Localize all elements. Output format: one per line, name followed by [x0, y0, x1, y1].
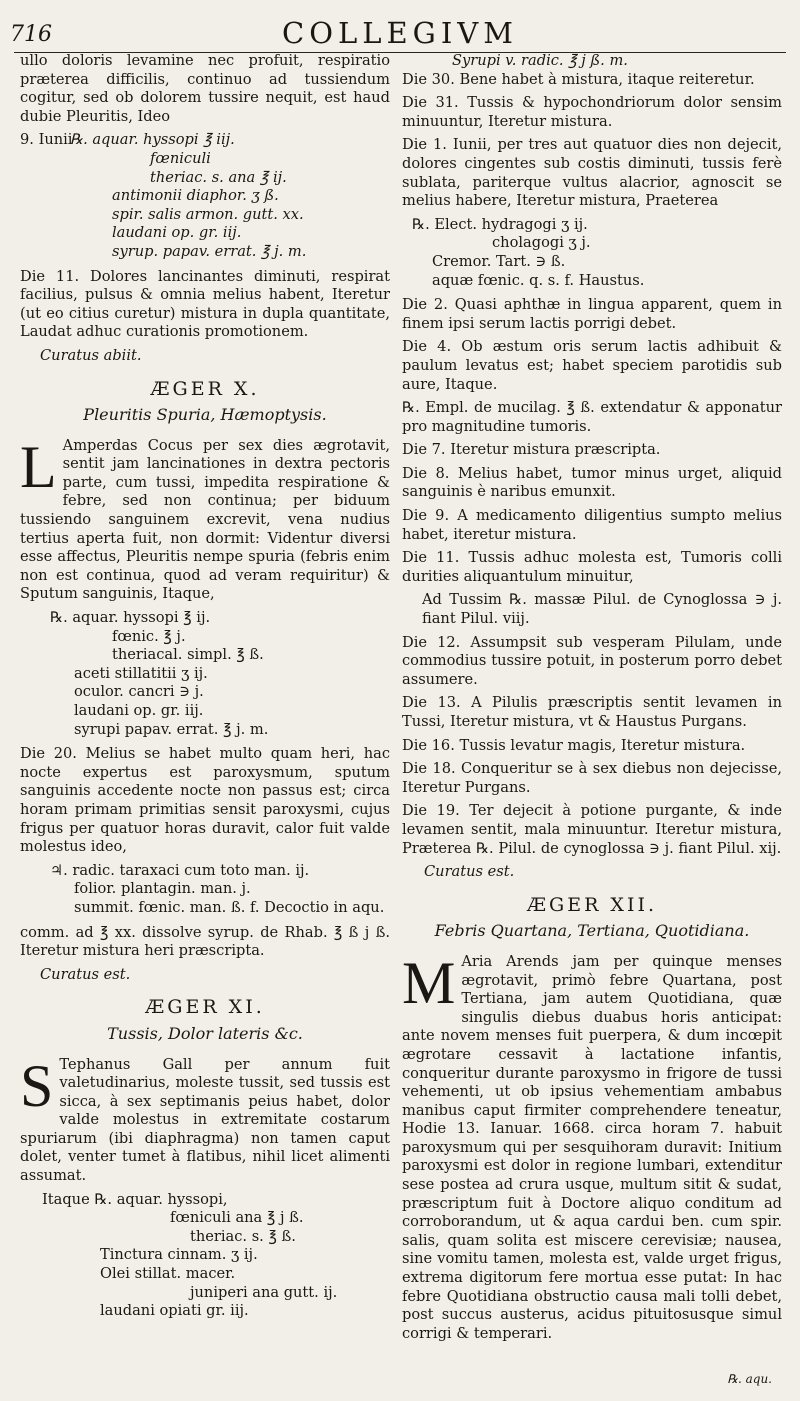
- section-heading-ager-xi: ÆGER XI.: [145, 996, 265, 1019]
- section-subtitle: Pleuritis Spuria, Hæmoptysis.: [83, 405, 327, 425]
- rx-line: spir. salis armon. gutt. xx.: [112, 205, 304, 223]
- entry-die-11: Die 11. Dolores lancinantes diminuti, respirat facilius, pulsus & omnia melius habent, Iteretur (ut eo citius curetur) mistura in dupla quantitate, Laudat adhuc curationis promotionem.: [20, 267, 390, 341]
- left-column: [20, 52, 390, 1392]
- entry-die-16: Die 16. Tussis levatur magis, Iteretur mistura.: [402, 736, 746, 754]
- rx-line: fœniculi ana ℥ j ß.: [170, 1209, 304, 1227]
- running-title: COLLEGIVM: [282, 16, 518, 50]
- entry-die-1: Die 1. Iunii, per tres aut quatuor dies non dejecit, dolores cingentes sub costis diminuti, tussis ferè sublata, pariterque vultus alacrior, agnoscit se melius habere, Iteretur mistura, Praeterea: [402, 136, 782, 210]
- curatus-note: Curatus est.: [40, 965, 131, 983]
- rx-date: 9. Iunii: [20, 131, 73, 149]
- rx-line: fœnic. ℥ j.: [112, 627, 186, 645]
- rx-line: folior. plantagin. man. j.: [74, 880, 251, 898]
- section-heading-ager-x: ÆGER X.: [150, 377, 260, 400]
- rx-line: aceti stillatitii ʒ ij.: [74, 664, 208, 682]
- prescription-5: [402, 216, 782, 290]
- rx-line: ℞. aquar. hyssopi ℥ ij.: [50, 609, 211, 627]
- entry-die-4: Die 4. Ob æstum oris serum lactis adhibuit & paulum levatus est; habet speciem parotidis sub aure, Itaque.: [402, 338, 782, 393]
- rx-line: theriac. s. ana ℥ ij.: [150, 168, 287, 186]
- rx-line: laudani opiati gr. iij.: [100, 1302, 249, 1320]
- section-subtitle: Febris Quartana, Tertiana, Quotidiana.: [434, 921, 750, 941]
- section-heading-ager-xii: ÆGER XII.: [527, 893, 657, 916]
- rx-line: ♃. radic. taraxaci cum toto man. ij.: [50, 861, 310, 879]
- rx-line: aquæ fœnic. q. s. f. Haustus.: [432, 271, 645, 289]
- curatus-note: Curatus est.: [424, 863, 515, 881]
- rx-line: Olei stillat. macer.: [100, 1265, 236, 1283]
- rx-line: summit. fœnic. man. ß. f. Decoctio in aqu.: [74, 898, 385, 916]
- rx-line: Itaque ℞. aquar. hyssopi,: [42, 1190, 228, 1208]
- entry-die-2: Die 2. Quasi aphthæ in lingua apparent, quem in finem ipsi serum lactis porrigi debet.: [402, 296, 782, 332]
- intro-paragraph: ullo doloris levamine nec profuit, respiratio præterea difficilis, continuo ad tussiendum cogitur, sed ob dolorem tussire nequit, est haud dubie Pleuritis, Ideo: [20, 52, 390, 125]
- rx-line: fœniculi: [150, 149, 211, 167]
- case-paragraph: S Tephanus Gall per annum fuit valetudinarius, moleste tussit, sed tussis est sicca, à sex septimanis peius habet, dolor valde molestus in extremitate costarum spuriarum (ibi diaphragma) non tamen caput dolet, venter tumet à flatibus, nihil licet alimenti assumat.: [20, 1052, 390, 1185]
- prescription-2: [20, 609, 390, 739]
- rx-line: theriac. s. ℥ ß.: [190, 1227, 296, 1245]
- entry-die-13: Die 13. A Pilulis præscriptis sentit levamen in Tussi, Iteretur mistura, vt & Haustus Purgans.: [402, 694, 782, 730]
- case-paragraph: M Aria Arends jam per quinque menses ægrotavit, primò febre Quartana, post Tertiana, jam autem Quotidiana, quæ singulis diebus duabus horis anticipat: ante novem menses fuit puerpera, & dum incœpit ægrotare cessavit à lactatione infantis, conqueritur durante paroxysmo in frigore de tussi vehementi, ut ob ipsius vehementiam ambabus manibus caput firmiter comprehendere teneatur, Hodie 13. Ianuar. 1668. circa horam 7. habuit paroxysmum qui per sesquihoram duravit: Initium paroxysmi est dolor in regione lumbari, extenditur sese postea ad crura usque, multum sitit & sudat, præscriptum fuit à Doctore aliquo conditum ad corroborandum, ut & aqua cardui ben. cum spir. salis, quam solita est miscere cerevisiæ; nausea, sine vomitu tamen, molesta est, valde urget frigus, extrema digitorum fere mortua esse putat: In hac febre Quotidiana obstructio causa mali tolli debet, post succus austerus, acidus pituitosusque simul corrigi & temperari.: [402, 949, 782, 1342]
- drop-cap: L: [20, 433, 57, 500]
- rx-line: theriacal. simpl. ℥ ß.: [112, 646, 264, 664]
- entry-die-11-rx: Ad Tussim ℞. massæ Pilul. de Cynoglossa ∋ j. fiant Pilul. viij.: [422, 591, 782, 628]
- section-subtitle: Tussis, Dolor lateris &c.: [107, 1023, 303, 1043]
- entry-die-9: Die 9. A medicamento diligentius sumpto melius habet, iteretur mistura.: [402, 507, 782, 543]
- rx-line: cholagogi ʒ j.: [492, 234, 591, 252]
- entry-die-31: Die 31. Tussis & hypochondriorum dolor sensim minuuntur, Iteretur mistura.: [402, 94, 782, 130]
- rx-line: oculor. cancri ∋ j.: [74, 683, 204, 701]
- rx-line: juniperi ana gutt. ij.: [190, 1283, 338, 1301]
- rx-line: laudani op. gr. iij.: [74, 702, 204, 719]
- rx-line: antimonii diaphor. ʒ ß.: [112, 187, 279, 205]
- case-paragraph: L Amperdas Cocus per sex dies ægrotavit, sentit jam lancinationes in dextra pectoris parte, cum tussi, impedita respiratione & febre, sed non continua; per biduum tussiendo sanguinem excrevit, vena nudius tertius aperta fuit, non dormit: Videntur diversi esse affectus, Pleuritis nempe spuria (febris enim non est continua, quod ad veram requiritur) & Sputum sanguinis, Itaque,: [20, 433, 390, 603]
- entry-die-7: Die 7. Iteretur mistura præscripta.: [402, 441, 661, 459]
- rx-line: Tinctura cinnam. ʒ ij.: [100, 1246, 258, 1264]
- catchword: ℞. aqu.: [727, 1372, 772, 1386]
- prescription-6: ℞. Empl. de mucilag. ℥ ß. extendatur & apponatur pro magnitudine tumoris.: [402, 399, 782, 435]
- rx-line: Syrupi v. radic. ℥ j ß. m.: [452, 52, 628, 69]
- rx-line: ℞. Elect. hydragogi ʒ ij.: [412, 215, 588, 233]
- entry-die-30: Die 30. Bene habet à mistura, itaque reiteretur.: [402, 70, 755, 88]
- rx-continuation: comm. ad ℥ xx. dissolve syrup. de Rhab. ℥ ß j ß. Iteretur mistura heri præscripta.: [20, 923, 390, 960]
- rx-line: Cremor. Tart. ∋ ß.: [432, 252, 566, 270]
- prescription-4: [20, 1191, 390, 1321]
- curatus-note: Curatus abiit.: [40, 346, 142, 364]
- entry-die-20: Die 20. Melius se habet multo quam heri, hac nocte expertus est paroxysmum, sputum sanguinis accedente nocte non passus est; circa horam primam primitias sensit paroxysmi, cujus frigus per quatuor horas duravit, calor fuit valde molestus ideo,: [20, 745, 390, 856]
- entry-die-19: Die 19. Ter dejecit à potione purgante, & inde levamen sentit, mala minuuntur. Iteretur mistura, Præterea ℞. Pilul. de cynoglossa ∋ j. fiant Pilul. xij.: [402, 802, 782, 857]
- rx-line: syrup. papav. errat. ℥ j. m.: [112, 242, 307, 260]
- drop-cap: M: [402, 949, 456, 1016]
- rx-line: syrupi papav. errat. ℥ j. m.: [74, 720, 269, 738]
- entry-die-18: Die 18. Conqueritur se à sex diebus non dejecisse, Iteretur Purgans.: [402, 760, 782, 796]
- right-column: [402, 52, 782, 1392]
- entry-die-12: Die 12. Assumpsit sub vesperam Pilulam, unde commodius tussire potuit, in posterum porro debet assumere.: [402, 633, 782, 688]
- rx-line: laudani op. gr. iij.: [112, 224, 242, 242]
- prescription-3: [20, 862, 390, 918]
- rx-line: 9. Iunii℞. aquar. hyssopi ℥ iij.: [20, 131, 235, 149]
- entry-die-8: Die 8. Melius habet, tumor minus urget, aliquid sanguinis è naribus emunxit.: [402, 464, 782, 501]
- page-number: 716: [10, 22, 52, 47]
- entry-die-11: Die 11. Tussis adhuc molesta est, Tumoris colli durities aliquantulum minuitur,: [402, 549, 782, 585]
- prescription-1: [20, 131, 390, 261]
- drop-cap: S: [20, 1052, 54, 1119]
